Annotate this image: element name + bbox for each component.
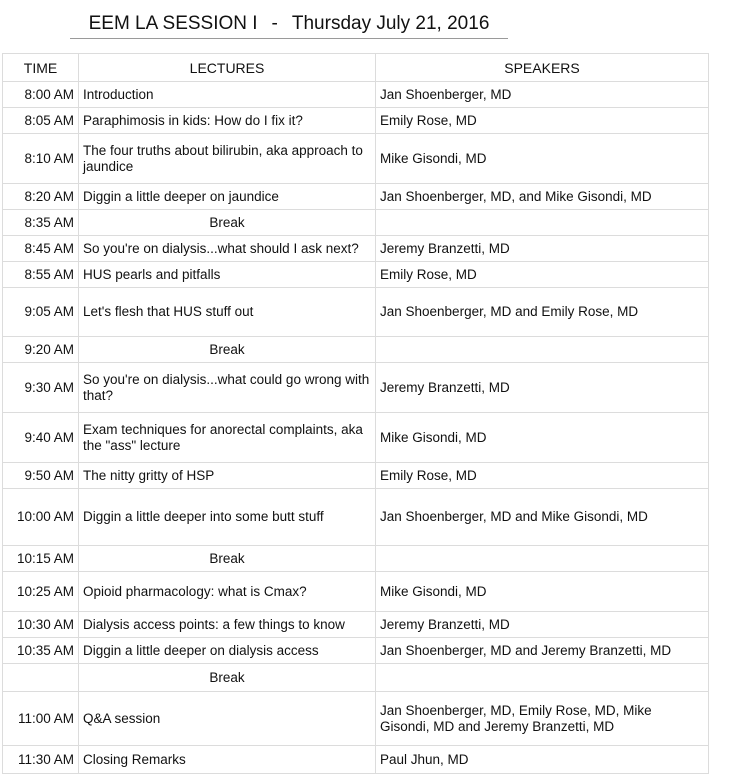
lecture-cell: HUS pearls and pitfalls [79,262,376,288]
lecture-cell: Q&A session [79,692,376,746]
page-title [70,10,508,39]
speaker-cell: Jan Shoenberger, MD, and Mike Gisondi, MD [376,184,709,210]
time-column-header: TIME [3,54,79,82]
time-cell [3,664,79,692]
speakers-column-header: SPEAKERS [376,54,709,82]
speaker-cell [376,664,709,692]
table-row [3,262,709,288]
speaker-cell [376,546,709,572]
lecture-cell: Diggin a little deeper on jaundice [79,184,376,210]
speaker-cell: Jan Shoenberger, MD and Jeremy Branzetti, MD [376,638,709,664]
session-date: Thursday July 21, 2016 [291,13,490,34]
time-cell: 8:00 AM [3,82,79,108]
break-row [3,337,709,363]
lectures-column-header: LECTURES [79,54,376,82]
lecture-cell: Dialysis access points: a few things to know [79,612,376,638]
time-cell: 10:35 AM [3,638,79,664]
time-cell: 8:55 AM [3,262,79,288]
table-row [3,236,709,262]
time-cell: 8:20 AM [3,184,79,210]
lecture-cell: Diggin a little deeper on dialysis access [79,638,376,664]
speaker-cell: Jeremy Branzetti, MD [376,236,709,262]
table-row [3,184,709,210]
speaker-cell: Emily Rose, MD [376,108,709,134]
time-cell: 8:10 AM [3,134,79,184]
time-cell: 8:05 AM [3,108,79,134]
table-row [3,638,709,664]
break-label: Break [79,664,376,692]
speaker-cell: Jan Shoenberger, MD and Emily Rose, MD [376,288,709,337]
table-row [3,413,709,463]
table-row [3,612,709,638]
break-row [3,664,709,692]
lecture-cell: Introduction [79,82,376,108]
table-row [3,363,709,413]
lecture-cell: Diggin a little deeper into some butt stuff [79,489,376,546]
speaker-cell: Jan Shoenberger, MD, Emily Rose, MD, Mike Gisondi, MD and Jeremy Branzetti, MD [376,692,709,746]
time-cell: 9:30 AM [3,363,79,413]
break-row [3,210,709,236]
time-cell: 9:20 AM [3,337,79,363]
time-cell: 10:30 AM [3,612,79,638]
table-row [3,463,709,489]
time-cell: 9:05 AM [3,288,79,337]
speaker-cell: Mike Gisondi, MD [376,413,709,463]
speaker-cell [376,210,709,236]
table-row [3,108,709,134]
header-row [3,54,709,82]
speaker-cell: Emily Rose, MD [376,262,709,288]
table-row [3,692,709,746]
time-cell: 10:00 AM [3,489,79,546]
time-cell: 10:15 AM [3,546,79,572]
table-row [3,746,709,774]
lecture-cell: Let's flesh that HUS stuff out [79,288,376,337]
speaker-cell: Jan Shoenberger, MD [376,82,709,108]
lecture-cell: So you're on dialysis...what should I ask next? [79,236,376,262]
time-cell: 9:40 AM [3,413,79,463]
lecture-cell: Exam techniques for anorectal complaints, aka the "ass" lecture [79,413,376,463]
table-row [3,134,709,184]
break-label: Break [79,337,376,363]
table-row [3,82,709,108]
table-row [3,572,709,612]
lecture-cell: The four truths about bilirubin, aka approach to jaundice [79,134,376,184]
speaker-cell: Jeremy Branzetti, MD [376,612,709,638]
break-label: Break [79,546,376,572]
schedule-table [2,53,709,774]
break-row [3,546,709,572]
time-cell: 11:00 AM [3,692,79,746]
speaker-cell: Jeremy Branzetti, MD [376,363,709,413]
speaker-cell [376,337,709,363]
speaker-cell: Paul Jhun, MD [376,746,709,774]
break-label: Break [79,210,376,236]
lecture-cell: The nitty gritty of HSP [79,463,376,489]
table-row [3,288,709,337]
lecture-cell: Closing Remarks [79,746,376,774]
session-name: EEM LA SESSION I [88,13,258,34]
speaker-cell: Emily Rose, MD [376,463,709,489]
time-cell: 9:50 AM [3,463,79,489]
speaker-cell: Mike Gisondi, MD [376,572,709,612]
speaker-cell: Jan Shoenberger, MD and Mike Gisondi, MD [376,489,709,546]
time-cell: 8:35 AM [3,210,79,236]
table-row [3,489,709,546]
time-cell: 10:25 AM [3,572,79,612]
lecture-cell: Opioid pharmacology: what is Cmax? [79,572,376,612]
lecture-cell: Paraphimosis in kids: How do I fix it? [79,108,376,134]
time-cell: 8:45 AM [3,236,79,262]
lecture-cell: So you're on dialysis...what could go wrong with that? [79,363,376,413]
title-separator: - [271,13,278,34]
speaker-cell: Mike Gisondi, MD [376,134,709,184]
time-cell: 11:30 AM [3,746,79,774]
